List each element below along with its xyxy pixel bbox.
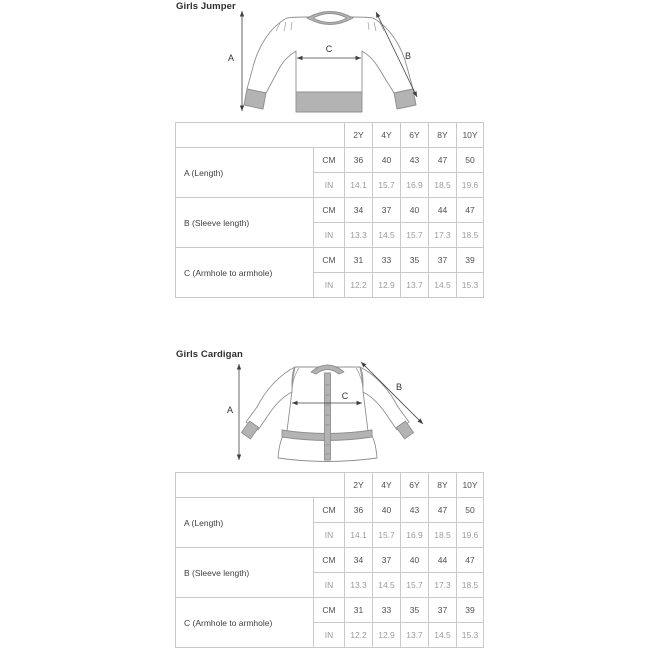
cardigan-placket (325, 373, 331, 460)
measure-label: C (Armhole to armhole) (176, 248, 314, 298)
unit-cell: IN (314, 523, 345, 548)
unit-cell: IN (314, 273, 345, 298)
unit-cell: IN (314, 173, 345, 198)
value-cell: 14.5 (429, 273, 457, 298)
unit-cell: IN (314, 223, 345, 248)
value-cell: 34 (345, 548, 373, 573)
value-cell: 18.5 (429, 523, 457, 548)
value-cell: 12.2 (345, 623, 373, 648)
value-cell: 17.3 (429, 223, 457, 248)
jumper-hem-band (296, 92, 362, 112)
value-cell: 36 (345, 498, 373, 523)
value-cell: 18.5 (457, 223, 484, 248)
size-column-header: 6Y (401, 473, 429, 498)
value-cell: 37 (429, 598, 457, 623)
value-cell: 12.9 (373, 273, 401, 298)
measure-label: B (Sleeve length) (176, 548, 314, 598)
value-cell: 14.1 (345, 523, 373, 548)
size-column-header: 8Y (429, 123, 457, 148)
jumper-garment-illustration (244, 12, 416, 113)
value-cell: 47 (457, 548, 484, 573)
jumper-size-table (175, 122, 484, 298)
value-cell: 50 (457, 148, 484, 173)
size-column-header: 6Y (401, 123, 429, 148)
cardigan-sleeve-left (246, 367, 295, 430)
value-cell: 39 (457, 598, 484, 623)
size-column-header: 10Y (457, 473, 484, 498)
jumper-label-c: C (325, 44, 333, 54)
value-cell: 35 (401, 598, 429, 623)
unit-cell: CM (314, 548, 345, 573)
cardigan-label-c: C (341, 391, 349, 401)
value-cell: 15.7 (401, 573, 429, 598)
value-cell: 37 (373, 548, 401, 573)
value-cell: 40 (401, 548, 429, 573)
value-cell: 13.3 (345, 573, 373, 598)
value-cell: 44 (429, 548, 457, 573)
value-cell: 40 (373, 148, 401, 173)
value-cell: 40 (401, 198, 429, 223)
unit-cell: CM (314, 198, 345, 223)
jumper-measurement-diagram (220, 5, 430, 120)
value-cell: 35 (401, 248, 429, 273)
value-cell: 37 (373, 198, 401, 223)
jumper-label-b: B (404, 51, 412, 61)
unit-cell: CM (314, 498, 345, 523)
jumper-label-a: A (227, 53, 235, 63)
value-cell: 14.1 (345, 173, 373, 198)
cardigan-garment-illustration (241, 365, 413, 462)
measure-label: A (Length) (176, 498, 314, 548)
size-column-header: 10Y (457, 123, 484, 148)
value-cell: 18.5 (429, 173, 457, 198)
cardigan-label-b: B (395, 382, 403, 392)
value-cell: 50 (457, 498, 484, 523)
measure-label: B (Sleeve length) (176, 198, 314, 248)
size-column-header: 4Y (373, 473, 401, 498)
value-cell: 39 (457, 248, 484, 273)
value-cell: 15.7 (401, 223, 429, 248)
value-cell: 14.5 (373, 573, 401, 598)
value-cell: 33 (373, 248, 401, 273)
value-cell: 43 (401, 148, 429, 173)
jumper-section-title: Girls Jumper (176, 1, 236, 12)
jumper-cuff-right (394, 89, 416, 109)
value-cell: 40 (373, 498, 401, 523)
size-column-header: 4Y (373, 123, 401, 148)
cardigan-size-table (175, 472, 484, 648)
value-cell: 37 (429, 248, 457, 273)
table-corner-cell (176, 473, 345, 498)
unit-cell: CM (314, 148, 345, 173)
cardigan-section-title: Girls Cardigan (176, 349, 243, 360)
value-cell: 13.7 (401, 273, 429, 298)
value-cell: 47 (429, 148, 457, 173)
value-cell: 15.3 (457, 273, 484, 298)
measure-label: A (Length) (176, 148, 314, 198)
value-cell: 15.7 (373, 523, 401, 548)
cardigan-sleeve-right (360, 367, 409, 430)
value-cell: 14.5 (373, 223, 401, 248)
value-cell: 47 (429, 498, 457, 523)
measure-label: C (Armhole to armhole) (176, 598, 314, 648)
value-cell: 47 (457, 198, 484, 223)
table-corner-cell (176, 123, 345, 148)
value-cell: 19.6 (457, 523, 484, 548)
value-cell: 13.7 (401, 623, 429, 648)
size-column-header: 2Y (345, 123, 373, 148)
unit-cell: CM (314, 598, 345, 623)
value-cell: 12.9 (373, 623, 401, 648)
value-cell: 14.5 (429, 623, 457, 648)
unit-cell: IN (314, 623, 345, 648)
size-column-header: 2Y (345, 473, 373, 498)
value-cell: 15.7 (373, 173, 401, 198)
cardigan-length-arrow-a (227, 364, 241, 460)
value-cell: 19.6 (457, 173, 484, 198)
value-cell: 12.2 (345, 273, 373, 298)
value-cell: 31 (345, 248, 373, 273)
value-cell: 36 (345, 148, 373, 173)
value-cell: 43 (401, 498, 429, 523)
value-cell: 33 (373, 598, 401, 623)
value-cell: 44 (429, 198, 457, 223)
jumper-cuff-left (244, 89, 266, 109)
value-cell: 18.5 (457, 573, 484, 598)
value-cell: 34 (345, 198, 373, 223)
unit-cell: IN (314, 573, 345, 598)
value-cell: 31 (345, 598, 373, 623)
value-cell: 17.3 (429, 573, 457, 598)
cardigan-label-a: A (226, 405, 234, 415)
size-column-header: 8Y (429, 473, 457, 498)
jumper-length-arrow-a (228, 11, 244, 111)
value-cell: 16.9 (401, 173, 429, 198)
value-cell: 15.3 (457, 623, 484, 648)
unit-cell: CM (314, 248, 345, 273)
value-cell: 16.9 (401, 523, 429, 548)
value-cell: 13.3 (345, 223, 373, 248)
